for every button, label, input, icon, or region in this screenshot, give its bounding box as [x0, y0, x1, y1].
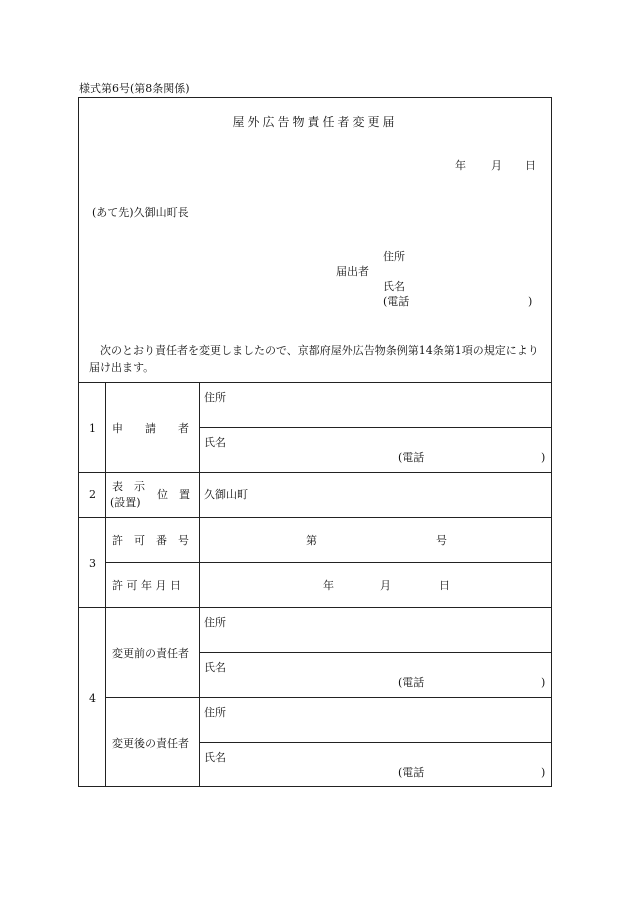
row1-name-label: 氏名 — [204, 436, 226, 449]
row3-no-prefix: 第 — [306, 534, 317, 547]
row4-before-address-label: 住所 — [204, 616, 226, 629]
row3-month-label: 月 — [380, 579, 391, 592]
applicant-role-label: 届出者 — [336, 265, 369, 278]
row4-after-name-label: 氏名 — [204, 751, 226, 764]
row1-address-label: 住所 — [204, 391, 226, 404]
row1-number: 1 — [89, 422, 96, 435]
row1-bottom-border — [78, 472, 552, 473]
row1-phone-close: ) — [541, 451, 546, 464]
row2-label-bottom: (設置) — [110, 496, 141, 509]
row3-permit-date-label: 許 可 年 月 日 — [112, 579, 181, 592]
addressee: (あて先)久御山町長 — [92, 206, 189, 219]
row2-value: 久御山町 — [204, 488, 248, 501]
form-title: 屋外広告物責任者変更届 — [232, 115, 398, 129]
row1-label: 申 請 者 — [112, 422, 189, 435]
row2-label-right: 位 置 — [157, 488, 190, 501]
applicant-phone-open: (電話 — [383, 295, 410, 308]
row2-number: 2 — [89, 488, 96, 501]
number-column-divider — [105, 382, 106, 787]
row4-before-divider — [199, 652, 552, 653]
row4-before-phone-close: ) — [541, 676, 546, 689]
applicant-name-label: 氏名 — [383, 280, 405, 293]
row3-inner-divider — [105, 562, 552, 563]
row3-day-label: 日 — [439, 579, 450, 592]
applicant-phone-close: ) — [528, 295, 533, 308]
row4-after-phone-close: ) — [541, 766, 546, 779]
row4-before-name-label: 氏名 — [204, 661, 226, 674]
applicant-address-label: 住所 — [383, 250, 405, 263]
row3-number: 3 — [89, 557, 96, 570]
row3-year-label: 年 — [323, 579, 334, 592]
form-number-label: 様式第6号(第8条関係) — [79, 82, 190, 95]
row4-before-label: 変更前の責任者 — [112, 647, 189, 660]
date-year-label: 年 — [455, 159, 466, 172]
row3-permit-no-label: 許 可 番 号 — [112, 534, 189, 547]
row1-inner-divider — [199, 427, 552, 428]
label-column-divider — [199, 382, 200, 787]
row2-bottom-border — [78, 517, 552, 518]
row4-after-label: 変更後の責任者 — [112, 737, 189, 750]
row4-number: 4 — [89, 692, 96, 705]
row4-middle-divider — [105, 697, 552, 698]
row4-after-divider — [199, 742, 552, 743]
row2-label-top: 表 示 — [112, 480, 145, 493]
row3-no-suffix: 号 — [436, 534, 447, 547]
row4-before-phone-open: (電話 — [398, 676, 425, 689]
row4-after-phone-open: (電話 — [398, 766, 425, 779]
table-top-border — [78, 382, 552, 383]
row4-after-address-label: 住所 — [204, 706, 226, 719]
row1-phone-open: (電話 — [398, 451, 425, 464]
date-day-label: 日 — [525, 159, 536, 172]
date-month-label: 月 — [491, 159, 502, 172]
statement-paragraph: 次のとおり責任者を変更しましたので、京都府屋外広告物条例第14条第1項の規定により届け出ます。 — [89, 344, 539, 374]
form-frame — [78, 97, 552, 787]
row3-bottom-border — [78, 607, 552, 608]
